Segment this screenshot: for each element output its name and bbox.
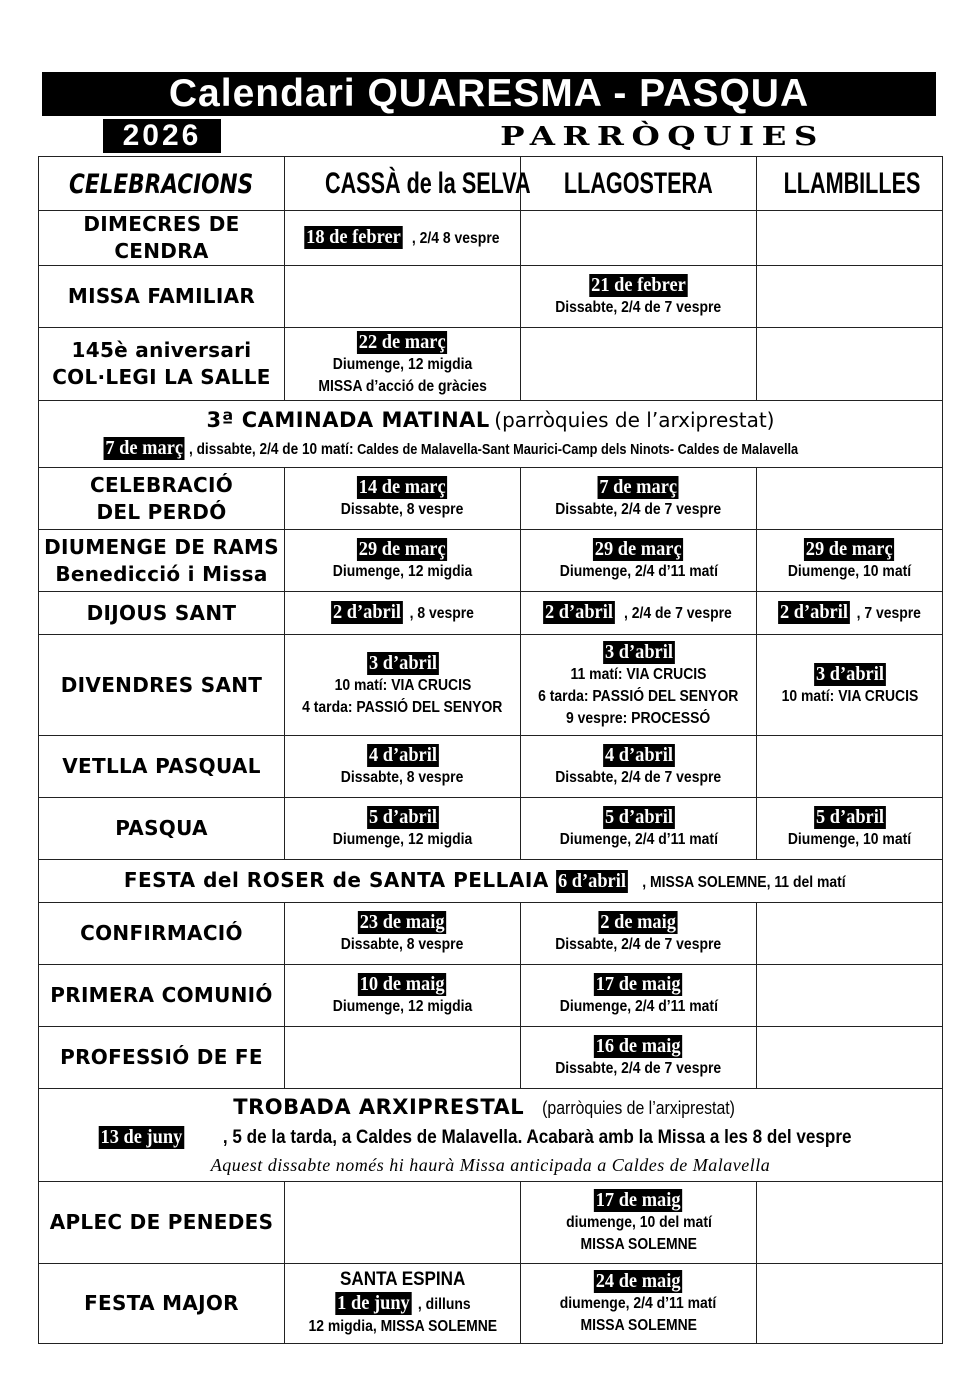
table-row	[39, 798, 943, 860]
cell-llagostera: 4 d’abril Dissabte, 2/4 de 7 vespre	[521, 736, 757, 798]
year-badge: 2026	[103, 119, 221, 153]
date-badge: 14 de març	[359, 476, 446, 498]
table-row	[39, 266, 943, 328]
date-badge: 1 de juny	[336, 1292, 410, 1314]
table-row	[39, 211, 943, 266]
celebration-name: DIMECRES DE CENDRA	[39, 211, 285, 266]
column-header-cassa: CASSÀ de la SELVA	[285, 157, 521, 211]
table-row	[39, 1027, 943, 1089]
date-badge: 4 d’abril	[604, 744, 673, 766]
cell-llambilles	[757, 736, 943, 798]
table-row-roser	[39, 860, 943, 903]
table-row	[39, 965, 943, 1027]
celebration-name: DIVENDRES SANT	[39, 635, 285, 736]
celebration-name: APLEC DE PENEDES	[39, 1182, 285, 1264]
celebration-name: DIJOUS SANT	[39, 592, 285, 635]
date-badge: 5 d’abril	[604, 806, 673, 828]
cell-llambilles	[757, 903, 943, 965]
date-badge: 5 d’abril	[815, 806, 884, 828]
cell-llambilles	[757, 328, 943, 401]
roser-cell: FESTA del ROSER de SANTA PELLAIA 6 d’abril , MISSA SOLEMNE, 11 del matí	[39, 860, 943, 903]
date-badge: 2 d’abril	[544, 601, 613, 623]
cell-llagostera: 24 de maig diumenge, 2/4 d’11 matí MISSA SOLEMNE	[521, 1264, 757, 1344]
celebration-name: FESTA MAJOR	[39, 1264, 285, 1344]
date-badge: 29 de març	[806, 538, 893, 560]
cell-cassa: 29 de març Diumenge, 12 migdia	[285, 530, 521, 592]
date-badge: 17 de maig	[596, 1189, 681, 1211]
table-row	[39, 530, 943, 592]
cell-cassa: 4 d’abril Dissabte, 8 vespre	[285, 736, 521, 798]
column-header-celebracions: CELEBRACIONS	[39, 157, 285, 211]
date-badge: 6 d’abril	[558, 870, 627, 892]
caminada-title: 3ª CAMINADA MATINAL	[206, 407, 490, 432]
calendar-table	[38, 156, 943, 1344]
date-badge: 17 de maig	[596, 973, 681, 995]
date-badge: 24 de maig	[596, 1270, 681, 1292]
date-badge: 3 d’abril	[604, 640, 673, 663]
cell-cassa	[285, 266, 521, 328]
cell-cassa: 10 de maig Diumenge, 12 migdia	[285, 965, 521, 1027]
celebration-name: CELEBRACIÓ DEL PERDÓ	[39, 468, 285, 530]
date-badge: 23 de maig	[360, 911, 445, 933]
cell-llagostera: 17 de maig diumenge, 10 del matí MISSA SOLEMNE	[521, 1182, 757, 1264]
cell-llambilles	[757, 965, 943, 1027]
cell-cassa: SANTA ESPINA 1 de juny , dilluns 12 migdia, MISSA SOLEMNE	[285, 1264, 521, 1344]
cell-cassa: 22 de març Diumenge, 12 migdia MISSA d’acció de gràcies	[285, 328, 521, 401]
cell-llagostera: 5 d’abril Diumenge, 2/4 d’11 matí	[521, 798, 757, 860]
celebration-name: PRIMERA COMUNIÓ	[39, 965, 285, 1027]
date-badge: 2 de maig	[600, 911, 677, 933]
subtitle-parroquies: PARRÒQUIES	[500, 122, 825, 152]
cell-llambilles	[757, 211, 943, 266]
date-badge: 2 d’abril	[332, 601, 401, 623]
cell-llambilles: 5 d’abril Diumenge, 10 matí	[757, 798, 943, 860]
trobada-cell: TROBADA ARXIPRESTAL (parròquies de l’arxiprestat) 13 de juny , 5 de la tarda, a Caldes de Malavella. Acabarà amb la Missa a les 8 del vespre Aquest dissabte només hi haurà Missa anticipada a Caldes de Malavella	[39, 1089, 943, 1182]
cell-llambilles	[757, 1264, 943, 1344]
cell-llagostera: 21 de febrer Dissabte, 2/4 de 7 vespre	[521, 266, 757, 328]
cell-llambilles: 2 d’abril , 7 vespre	[757, 592, 943, 635]
celebration-name: MISSA FAMILIAR	[39, 266, 285, 328]
date-badge: 7 de març	[599, 476, 678, 498]
cell-llambilles: 3 d’abril 10 matí: VIA CRUCIS	[757, 635, 943, 736]
table-row-trobada	[39, 1089, 943, 1182]
celebration-name: CONFIRMACIÓ	[39, 903, 285, 965]
table-row	[39, 1182, 943, 1264]
date-badge: 3 d’abril	[815, 662, 884, 685]
cell-llagostera: 17 de maig Diumenge, 2/4 d’11 matí	[521, 965, 757, 1027]
date-badge: 13 de juny	[100, 1126, 183, 1148]
page-title: Calendari QUARESMA - PASQUA	[42, 72, 936, 116]
cell-llagostera: 2 d’abril , 2/4 de 7 vespre	[521, 592, 757, 635]
table-row	[39, 468, 943, 530]
date-badge: 4 d’abril	[368, 744, 437, 766]
cell-cassa: 18 de febrer , 2/4 8 vespre	[285, 211, 521, 266]
header-row	[39, 157, 943, 211]
celebration-name: VETLLA PASQUAL	[39, 736, 285, 798]
date-badge: 16 de maig	[596, 1035, 681, 1057]
date-badge: 22 de març	[359, 330, 446, 353]
cell-cassa	[285, 1027, 521, 1089]
date-badge: 7 de març	[105, 436, 184, 459]
date-badge: 2 d’abril	[779, 601, 848, 623]
table-row	[39, 736, 943, 798]
cell-cassa: 23 de maig Dissabte, 8 vespre	[285, 903, 521, 965]
cell-cassa: 14 de març Dissabte, 8 vespre	[285, 468, 521, 530]
celebration-name: DIUMENGE DE RAMS Benedicció i Missa	[39, 530, 285, 592]
date-badge: 3 d’abril	[368, 651, 437, 674]
roser-title: FESTA del ROSER de SANTA PELLAIA	[123, 868, 549, 892]
cell-llagostera: 3 d’abril 11 matí: VIA CRUCIS 6 tarda: PASSIÓ DEL SENYOR 9 vespre: PROCESSÓ	[521, 635, 757, 736]
table-row	[39, 903, 943, 965]
date-badge: 29 de març	[359, 538, 446, 560]
table-row	[39, 328, 943, 401]
trobada-note: Aquest dissabte només hi haurà Missa anticipada a Caldes de Malavella	[210, 1155, 771, 1175]
table-row	[39, 592, 943, 635]
trobada-title: TROBADA ARXIPRESTAL	[233, 1095, 525, 1119]
cell-cassa: 5 d’abril Diumenge, 12 migdia	[285, 798, 521, 860]
table-row-caminada	[39, 401, 943, 468]
cell-llagostera: 7 de març Dissabte, 2/4 de 7 vespre	[521, 468, 757, 530]
celebration-name: PASQUA	[39, 798, 285, 860]
date-badge: 10 de maig	[360, 973, 445, 995]
cell-llagostera	[521, 328, 757, 401]
cell-cassa: 2 d’abril , 8 vespre	[285, 592, 521, 635]
cell-cassa: 3 d’abril 10 matí: VIA CRUCIS 4 tarda: PASSIÓ DEL SENYOR	[285, 635, 521, 736]
cell-llambilles	[757, 468, 943, 530]
column-header-llambilles: LLAMBILLES	[757, 157, 943, 211]
column-header-llagostera: LLAGOSTERA	[521, 157, 757, 211]
cell-llagostera	[521, 211, 757, 266]
cell-llambilles	[757, 1027, 943, 1089]
caminada-cell: 3ª CAMINADA MATINAL (parròquies de l’arxiprestat) 7 de març , dissabte, 2/4 de 10 matí: Caldes de Malavella-Sant Maurici-Camp dels Ninots- Caldes de Malavella	[39, 401, 943, 468]
cell-llagostera: 29 de març Diumenge, 2/4 d’11 matí	[521, 530, 757, 592]
date-badge: 18 de febrer	[306, 226, 402, 248]
date-badge: 5 d’abril	[368, 806, 437, 828]
cell-llambilles	[757, 266, 943, 328]
celebration-name: 145è aniversari COL·LEGI LA SALLE	[39, 328, 285, 401]
table-row	[39, 635, 943, 736]
cell-cassa	[285, 1182, 521, 1264]
cell-llagostera: 16 de maig Dissabte, 2/4 de 7 vespre	[521, 1027, 757, 1089]
table-row	[39, 1264, 943, 1344]
date-badge: 21 de febrer	[591, 274, 686, 296]
cell-llagostera: 2 de maig Dissabte, 2/4 de 7 vespre	[521, 903, 757, 965]
cell-llambilles: 29 de març Diumenge, 10 matí	[757, 530, 943, 592]
celebration-name: PROFESSIÓ DE FE	[39, 1027, 285, 1089]
cell-llambilles	[757, 1182, 943, 1264]
date-badge: 29 de març	[595, 538, 682, 560]
